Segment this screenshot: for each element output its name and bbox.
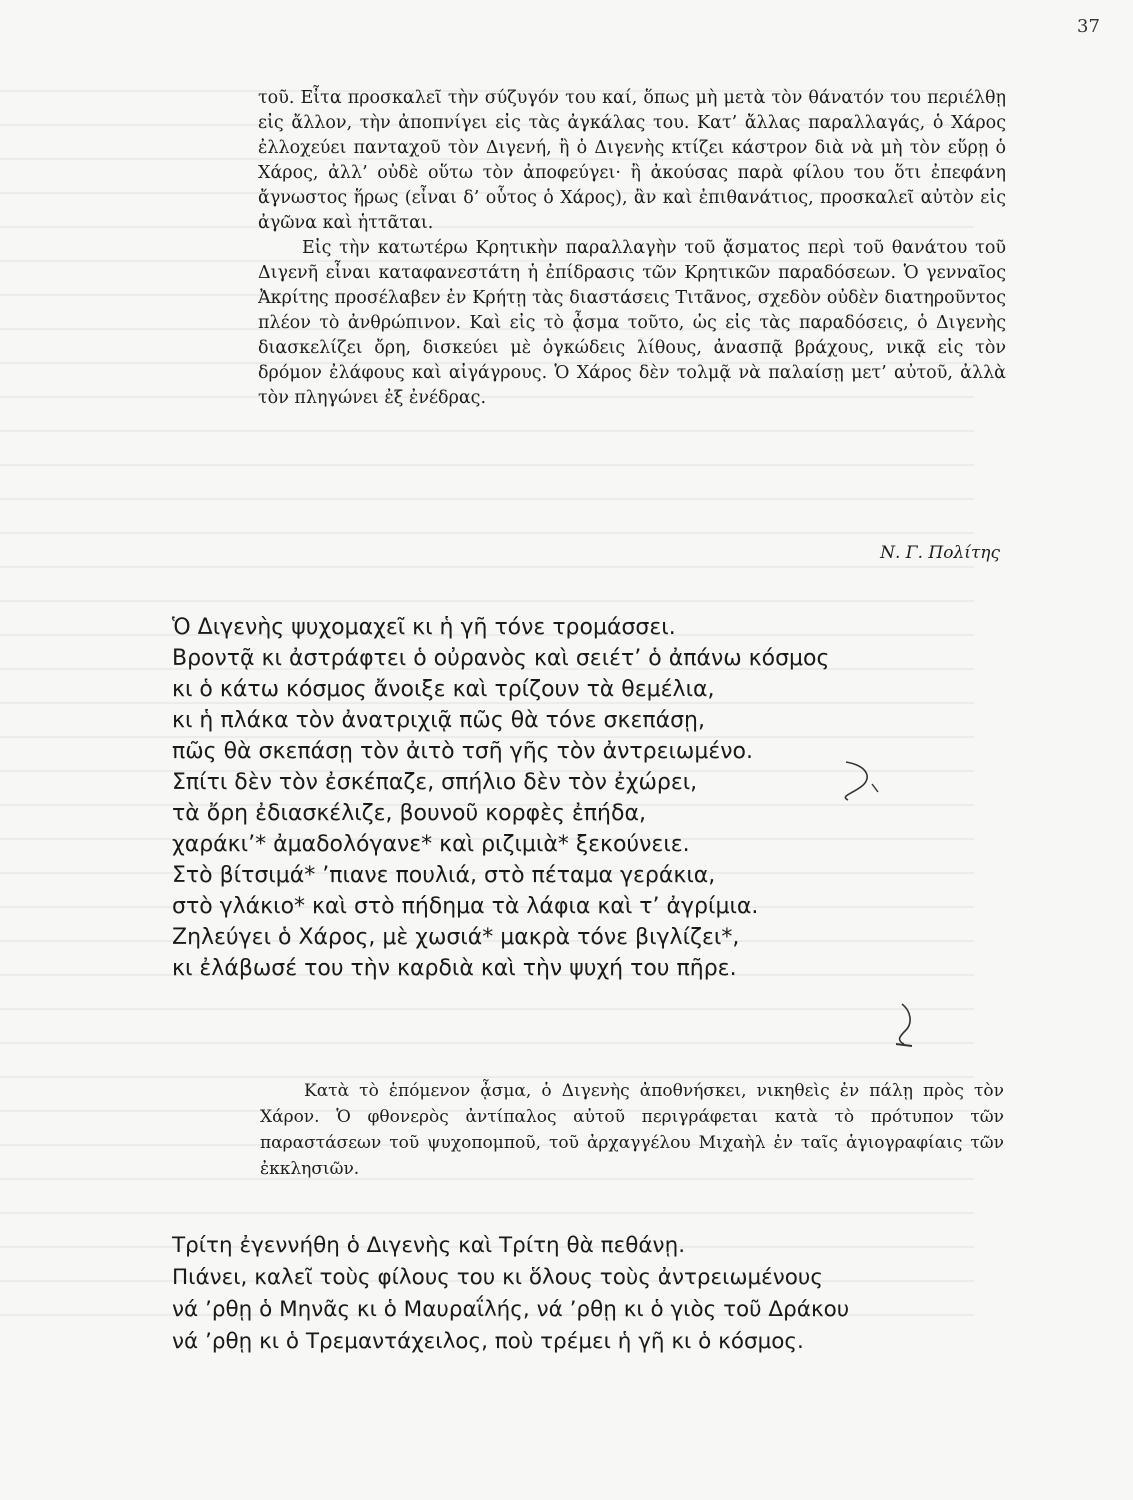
commentary-paragraph-2: Εἰς τὴν κατωτέρω Κρητικὴν παραλλαγὴν τοῦ ᾄσματος περὶ τοῦ θανάτου τοῦ Διγενῆ εἶναι καταφανεστάτη ἡ ἐπίδρασις τῶν Κρητικῶν παραδόσεων. Ὁ γενναῖος Ἀκρίτης προσέλαβεν ἐν Κρήτῃ τὰς διαστάσεις Τιτᾶνος, σχεδὸν οὐδὲν διατηροῦντος πλέον τὸ ἀνθρώπινον. Καὶ εἰς τὸ ᾆσμα τοῦτο, ὡς εἰς τὰς παραδόσεις, ὁ Διγενὴς διασκελίζει ὄρη, δισκεύει μὲ ὀγκώδεις λίθους, ἀνασπᾷ βράχους, νικᾷ εἰς τὸν δρόμον ἐλάφους καὶ αἰγάγρους. Ὁ Χάρος δὲν τολμᾷ νὰ παλαίσῃ μετ’ αὐτοῦ, ἀλλὰ τὸν πληγώνει ἐξ ἐνέδρας. (258, 238, 1006, 408)
commentary-bottom (260, 1078, 1004, 1182)
commentary-bottom-paragraph: Κατὰ τὸ ἑπόμενον ᾆσμα, ὁ Διγενὴς ἀποθνήσκει, νικηθεὶς ἐν πάλῃ πρὸς τὸν Χάρον. Ὁ φθονερὸς ἀντίπαλος αὐτοῦ περιγράφεται κατὰ τὸ πρότυπον τῶν παραστάσεων τοῦ ψυχοπομποῦ, τοῦ ἀρχαγγέλου Μιχαὴλ ἐν ταῖς ἁγιογραφίαις τῶν ἐκκλησιῶν. (260, 1081, 1004, 1179)
poem-two (172, 1230, 849, 1358)
poem-one-line-12: κι ἐλάβωσέ του τὴν καρδιὰ καὶ τὴν ψυχή του πῆρε. (172, 956, 737, 981)
poem-one-line-7: τὰ ὄρη ἐδιασκέλιζε, βουνοῦ κορφὲς ἐπήδα, (172, 801, 646, 826)
poem-two-line-2: Πιάνει, καλεῖ τοὺς φίλους του κι ὅλους τοὺς ἀντρειωμένους (172, 1265, 823, 1290)
poem-two-line-3: νά ’ρθῃ ὁ Μηνᾶς κι ὁ Μαυραΐλής, νά ’ρθῃ κι ὁ γιὸς τοῦ Δράκου (172, 1297, 850, 1322)
page-number: 37 (1077, 16, 1100, 37)
poem-one (172, 612, 829, 984)
poem-one-line-6: Σπίτι δὲν τὸν ἐσκέπαζε, σπήλιο δὲν τὸν ἐχώρει, (172, 770, 698, 795)
commentary-top (258, 86, 1006, 411)
poem-one-line-4: κι ἡ πλάκα τὸν ἀνατριχιᾷ πῶς θὰ τόνε σκεπάσῃ, (172, 708, 705, 733)
poem-one-line-8: χαράκι’* ἀμαδολόγανε* καὶ ριζιμιὰ* ξεκούνειε. (172, 832, 690, 857)
poem-one-line-2: Βροντᾷ κι ἀστράφτει ὁ οὐρανὸς καὶ σειέτ’ ὁ ἀπάνω κόσμος (172, 646, 830, 671)
poem-one-line-1: Ὁ Διγενὴς ψυχομαχεῖ κι ἡ γῆ τόνε τρομάσσει. (172, 615, 676, 640)
poem-one-line-9: Στὸ βίτσιμά* ’πιανε πουλιά, στὸ πέταμα γεράκια, (172, 863, 716, 888)
poem-two-line-1: Τρίτη ἐγεννήθη ὁ Διγενὴς καὶ Τρίτη θὰ πεθάνῃ. (172, 1233, 686, 1258)
poem-one-line-10: στὸ γλάκιο* καὶ στὸ πήδημα τὰ λάφια καὶ τ’ ἀγρίμια. (172, 894, 759, 919)
poem-two-line-4: νά ’ρθῃ κι ὁ Τρεμαντάχειλος, ποὺ τρέμει ἡ γῆ κι ὁ κόσμος. (172, 1329, 804, 1354)
poem-one-line-11: Ζηλεύγει ὁ Χάρος, μὲ χωσιά* μακρὰ τόνε βιγλίζει*, (172, 925, 740, 950)
author-signature: Ν. Γ. Πολίτης (880, 543, 1000, 563)
pen-mark-bracket-bottom (886, 1000, 926, 1050)
commentary-paragraph-1: τοῦ. Εἶτα προσκαλεῖ τὴν σύζυγόν του καί, ὅπως μὴ μετὰ τὸν θάνατόν του περιέλθῃ εἰς ἄλλον, τὴν ἀποπνίγει εἰς τὰς ἀγκάλας του. Κατ’ ἄλλας παραλλαγάς, ὁ Χάρος ἐλλοχεύει πανταχοῦ τὸν Διγενή, ἢ ὁ Διγενὴς κτίζει κάστρον διὰ νὰ μὴ τὸν εὕρῃ ὁ Χάρος, ἀλλ’ οὐδὲ οὕτω τὸν ἀποφεύγει· ἢ ἀκούσας παρὰ φίλου του ὅτι ἐπεφάνη ἄγνωστος ἥρως (εἶναι δ’ οὗτος ὁ Χάρος), ἂν καὶ ἐπιθανάτιος, προσκαλεῖ αὐτὸν εἰς ἀγῶνα καὶ ἡττᾶται. (258, 88, 1006, 233)
pen-mark-bracket-top (838, 756, 898, 806)
poem-one-line-3: κι ὁ κάτω κόσμος ἄνοιξε καὶ τρίζουν τὰ θεμέλια, (172, 677, 715, 702)
poem-one-line-5: πῶς θὰ σκεπάσῃ τὸν ἀιτὸ τσῆ γῆς τὸν ἀντρειωμένο. (172, 739, 753, 764)
